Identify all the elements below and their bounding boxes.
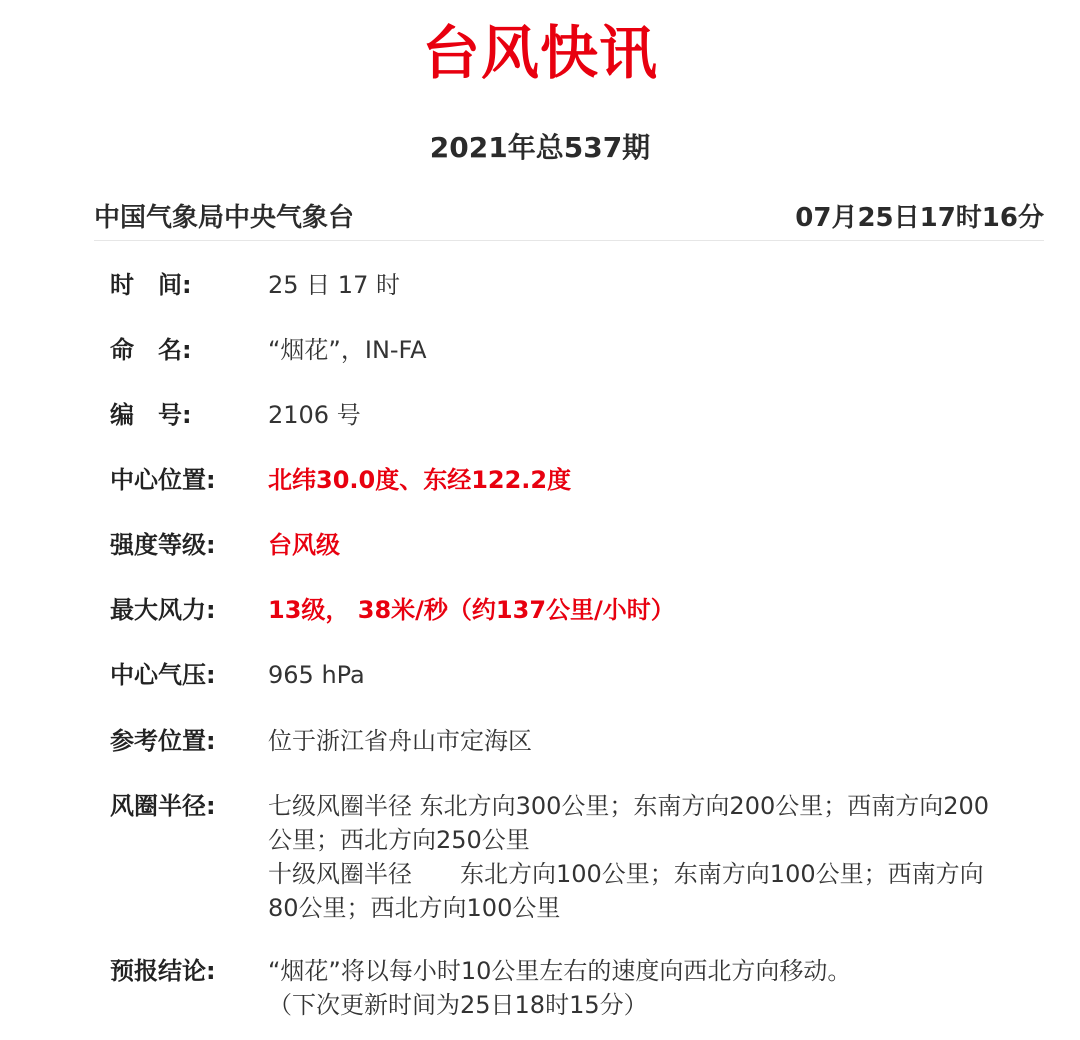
field-value: 13级， 38米/秒（约137公里/小时） bbox=[268, 596, 675, 624]
field-label: 风圈半径: bbox=[110, 792, 216, 820]
forecast-line: “烟花”将以每小时10公里左右的速度向西北方向移动。 bbox=[268, 957, 852, 985]
field-label: 预报结论: bbox=[110, 957, 216, 985]
field-value: 北纬30.0度、东经122.2度 bbox=[268, 466, 572, 494]
field-label: 中心位置: bbox=[110, 466, 216, 494]
field-value: 位于浙江省舟山市定海区 bbox=[268, 727, 532, 755]
wind-radius-line: 十级风圈半径 东北方向100公里；东南方向100公里；西南方向 bbox=[268, 860, 984, 888]
field-value: 965 hPa bbox=[268, 661, 365, 689]
bulletin-header bbox=[94, 196, 1044, 241]
field-label: 参考位置: bbox=[110, 727, 216, 755]
issue-number: 2021年总537期 bbox=[429, 131, 651, 164]
wind-radius-line: 公里；西北方向250公里 bbox=[268, 826, 530, 854]
wind-radius-line: 80公里；西北方向100公里 bbox=[268, 894, 561, 922]
field-value: “烟花”，IN-FA bbox=[268, 336, 427, 364]
field-label: 命 名: bbox=[110, 336, 192, 364]
issuing-agency: 中国气象局中央气象台 bbox=[94, 203, 355, 233]
page-title: 台风快讯 bbox=[421, 19, 658, 87]
field-value: 台风级 bbox=[268, 531, 340, 559]
field-value: 25 日 17 时 bbox=[268, 271, 400, 299]
field-value: 2106 号 bbox=[268, 401, 361, 429]
field-label: 最大风力: bbox=[110, 596, 216, 624]
field-label: 中心气压: bbox=[110, 661, 216, 689]
forecast-line: （下次更新时间为25日18时15分） bbox=[268, 991, 648, 1019]
field-label: 强度等级: bbox=[110, 531, 216, 559]
issued-time: 07月25日17时16分 bbox=[795, 203, 1044, 233]
field-label: 时 间: bbox=[110, 271, 192, 299]
field-value bbox=[268, 789, 1028, 925]
wind-radius-line: 七级风圈半径 东北方向300公里；东南方向200公里；西南方向200 bbox=[268, 792, 990, 820]
field-label: 编 号: bbox=[110, 401, 192, 429]
field-value bbox=[268, 954, 1028, 1022]
